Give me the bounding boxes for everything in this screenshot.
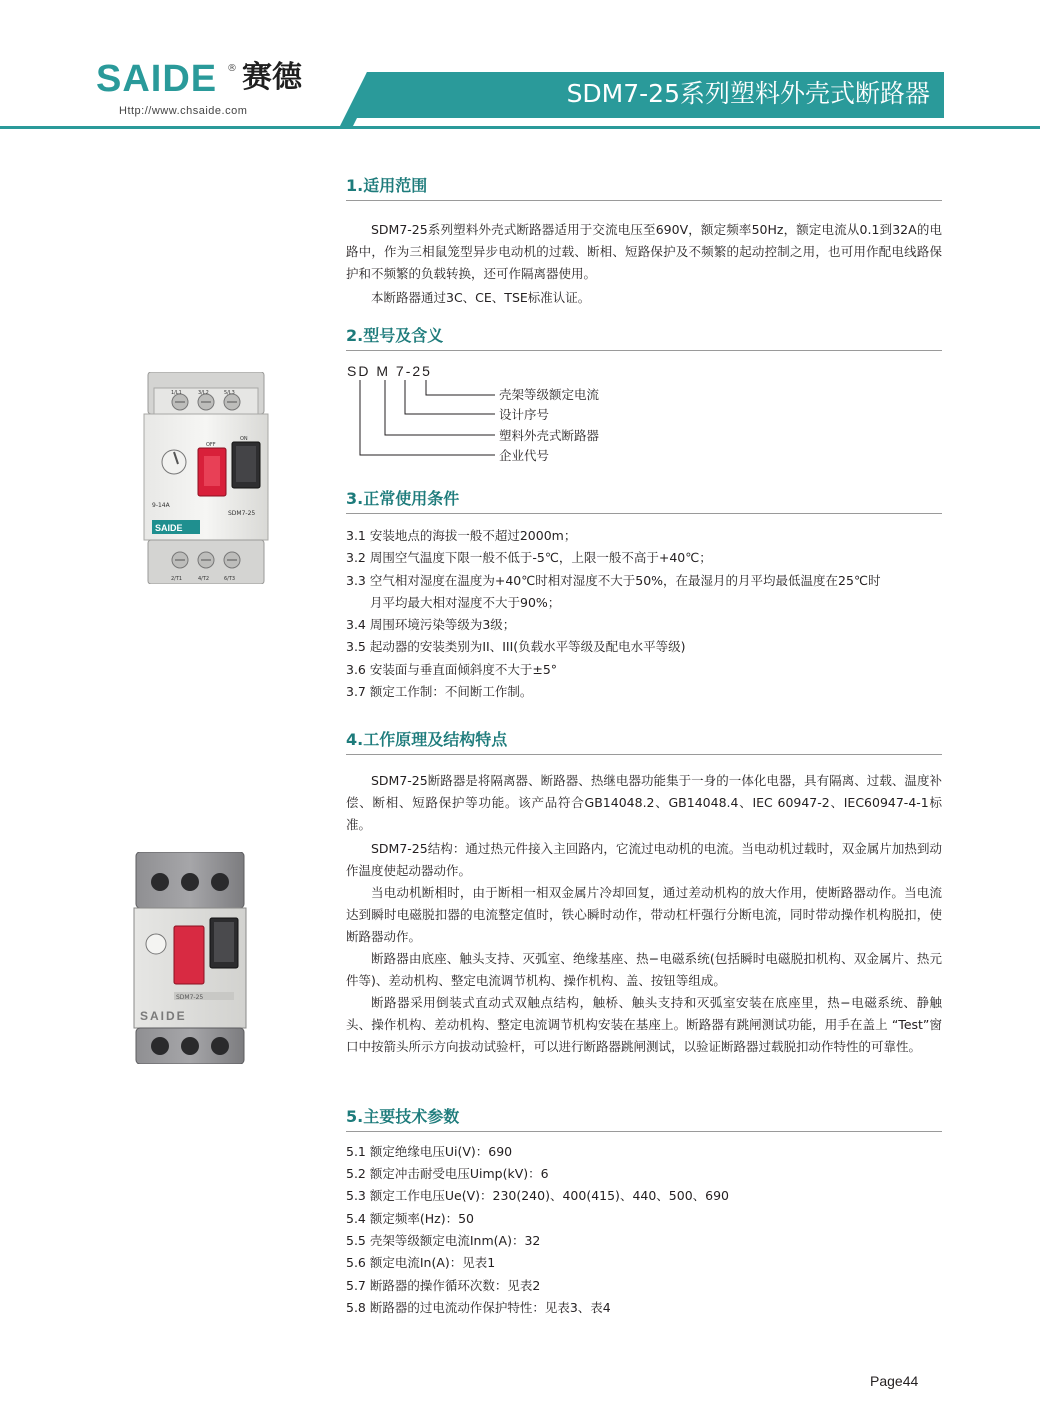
logo-wordmark: SAIDE (96, 58, 218, 100)
page-title: SDM7-25系列塑料外壳式断路器 (566, 79, 930, 108)
condition-item: 3.6 安装面与垂直面倾斜度不大于±5° (346, 662, 558, 677)
spec-item: 5.3 额定工作电压Ue(V)：230(240)、400(415)、440、500、690 (346, 1188, 730, 1203)
spec-item: 5.2 额定冲击耐受电压Uimp(kV)：6 (346, 1166, 549, 1181)
principle-paragraph: 断路器由底座、触头支持、灭弧室、绝缘基座、热−电磁系统(包括瞬时电磁脱扣机构、双金属片、热元件等)、差动机构、整定电流调节机构、操作机构、盖、按钮等组成。 (346, 951, 942, 988)
condition-item: 3.7 额定工作制：不间断工作制。 (346, 684, 533, 699)
condition-item: 3.2 周围空气温度下限一般不低于-5℃，上限一般不高于+40℃； (346, 550, 712, 565)
section-3-heading: 3.正常使用条件 (346, 483, 942, 514)
spec-item: 5.4 额定频率(Hz)：50 (346, 1211, 474, 1226)
terminal-label-l1: 1/L1 (171, 390, 182, 396)
code-part-enterprise: SD (347, 363, 371, 379)
page-number: Page44 (870, 1373, 919, 1389)
model-plate: SDM7-25 (228, 510, 256, 517)
terminal-label-l2: 3/L2 (198, 390, 209, 396)
spec-item: 5.1 额定绝缘电压Ui(V)：690 (346, 1144, 513, 1159)
off-label: OFF (206, 442, 216, 448)
section-4-heading: 4.工作原理及结构特点 (346, 724, 942, 755)
section-1-certification: 本断路器通过3C、CE、TSE标准认证。 (371, 290, 591, 305)
product-brand-2: SAIDE (140, 1009, 187, 1023)
code-part-dash: - (405, 363, 413, 379)
section-1-heading: 1.适用范围 (346, 170, 942, 201)
label-enterprise-code: 企业代号 (499, 448, 550, 463)
registered-mark: ® (227, 63, 237, 74)
model-plate-2: SDM7-25 (176, 994, 204, 1001)
product-brand: SAIDE (155, 523, 183, 533)
label-design-number: 设计序号 (499, 407, 550, 422)
code-part-type: M (376, 363, 391, 379)
on-label: ON (240, 436, 248, 442)
condition-item-continued: 月平均最大相对湿度不大于90%； (370, 595, 561, 610)
section-1-paragraph: SDM7-25系列塑料外壳式断路器适用于交流电压至690V，额定频率50Hz，额定电流从0.1到32A的电路中，作为三相鼠笼型异步电动机的过载、断相、短路保护及不频繁的起动控制之用，也可用作配电线路保护和不频繁的负载转换，还可作隔离器使用。 (346, 222, 942, 281)
condition-item: 3.3 空气相对湿度在温度为+40℃时相对湿度不大于50%，在最湿月的月平均最低温度在25℃时 (346, 573, 881, 588)
company-url: Http://www.chsaide.com (119, 105, 248, 117)
model-code (347, 363, 432, 379)
model-explanation-lines (340, 378, 500, 468)
spec-item: 5.7 断路器的操作循环次数：见表2 (346, 1278, 541, 1293)
terminal-label-t1: 2/T1 (171, 576, 183, 582)
condition-item: 3.4 周围环境污染等级为3级； (346, 617, 516, 632)
code-part-current: 25 (412, 363, 432, 379)
section-5-heading: 5.主要技术参数 (346, 1101, 942, 1132)
label-frame-current: 壳架等级额定电流 (499, 387, 600, 402)
spec-item: 5.6 额定电流In(A)：见表1 (346, 1255, 496, 1270)
principle-paragraph: 当电动机断相时，由于断相一相双金属片冷却回复，通过差动机构的放大作用，使断路器动作。当电流达到瞬时电磁脱扣器的电流整定值时，铁心瞬时动作，带动杠杆强行分断电流，同时带动操作机构脱扣，使断路器动作。 (346, 885, 942, 944)
principle-paragraph: 断路器采用倒装式直动式双触点结构，触桥、触头支持和灭弧室安装在底座里，热−电磁系统、静触头、操作机构、差动机构、整定电流调节机构安装在基座上。断路器有跳闸测试功能，用手在盖上 “Test”窗口中按箭头所示方向拔动试验杆，可以进行断路器跳闸测试，以验证断路器过载脱扣动作特性的可靠性。 (346, 995, 942, 1054)
principle-paragraph: SDM7-25结构：通过热元件接入主回路内，它流过电动机的电流。当电动机过载时，双金属片加热到动作温度使起动器动作。 (346, 841, 942, 878)
range-label: 9-14A (152, 502, 170, 509)
label-mccb: 塑料外壳式断路器 (499, 428, 600, 443)
product-photo-angled (130, 852, 250, 1064)
terminal-label-t2: 4/T2 (198, 576, 210, 582)
section-2-heading: 2.型号及含义 (346, 320, 942, 351)
product-photo-front (140, 372, 272, 584)
principle-paragraph: SDM7-25断路器是将隔离器、断路器、热继电器功能集于一身的一体化电器，具有隔离、过载、温度补偿、断相、短路保护等功能。该产品符合GB14048.2、GB14048.4、IEC 60947-2、IEC60947-4-1标准。 (346, 773, 942, 832)
condition-item: 3.1 安装地点的海拔一般不超过2000m； (346, 528, 577, 543)
terminal-label-t3: 6/T3 (224, 576, 236, 582)
header-divider (0, 126, 1040, 129)
logo-chinese: 赛德 (242, 60, 302, 95)
condition-item: 3.5 起动器的安装类别为II、III(负载水平等级及配电水平等级) (346, 639, 686, 654)
code-part-design: 7 (395, 363, 406, 379)
spec-item: 5.8 断路器的过电流动作保护特性：见表3、表4 (346, 1300, 611, 1315)
spec-item: 5.5 壳架等级额定电流Inm(A)：32 (346, 1233, 541, 1248)
terminal-label-l3: 5/L3 (224, 390, 235, 396)
